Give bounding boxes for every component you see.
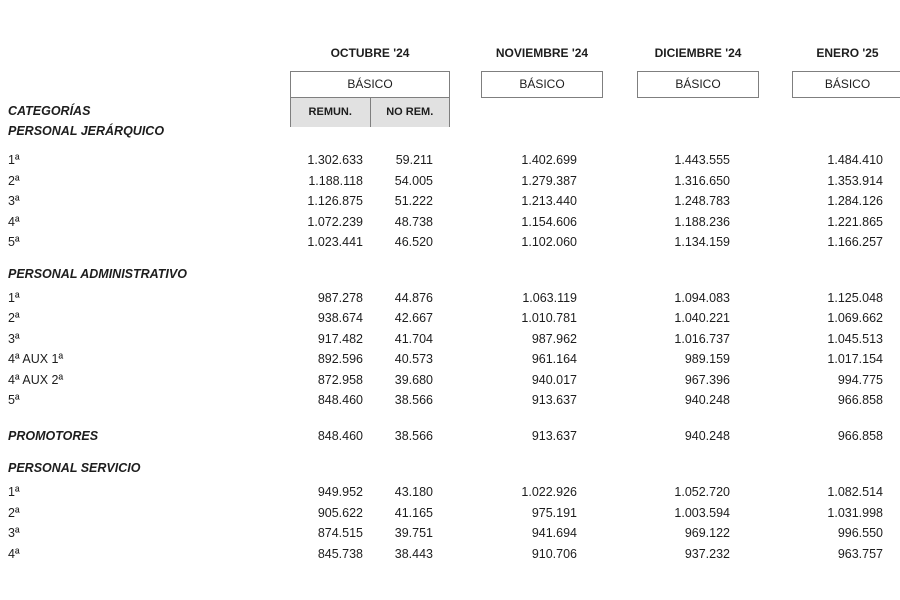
cell-noviembre-basico: 961.164 <box>531 352 577 366</box>
cell-octubre-no-rem: 41.704 <box>394 331 433 346</box>
cell-octubre-no-rem: 40.573 <box>394 352 433 366</box>
cell-octubre-no-rem: 46.520 <box>394 235 433 249</box>
cell-octubre-no-rem: 48.738 <box>394 214 433 229</box>
cell-octubre-no-rem: 39.751 <box>394 526 433 540</box>
row-label: 2ª <box>8 311 20 325</box>
cell-diciembre-basico: 1.094.083 <box>674 290 730 305</box>
cell-diciembre-basico: 1.134.159 <box>674 235 730 249</box>
cell-diciembre-basico: 937.232 <box>684 546 730 561</box>
table-section <box>0 266 900 411</box>
cell-octubre-remun: 938.674 <box>317 311 363 325</box>
categorias-label: CATEGORÍAS <box>8 104 91 118</box>
table-row <box>0 349 900 370</box>
table-row <box>0 150 900 171</box>
cell-noviembre-basico: 1.063.119 <box>522 290 577 305</box>
cell-noviembre-basico: 910.706 <box>531 546 577 561</box>
cell-noviembre-basico: 1.213.440 <box>521 194 577 208</box>
section-title-row <box>0 460 900 476</box>
table-row <box>0 232 900 253</box>
row-label: 5ª <box>8 235 20 249</box>
cell-diciembre-basico: 969.122 <box>684 526 730 540</box>
cell-octubre-no-rem: 59.211 <box>395 153 433 167</box>
cell-octubre-remun: 905.622 <box>317 505 363 520</box>
cell-octubre-no-rem: 42.667 <box>394 311 433 325</box>
cell-octubre-remun: 848.460 <box>317 393 363 407</box>
cell-enero-basico: 1.082.514 <box>827 485 883 499</box>
table-row <box>0 482 900 503</box>
cell-enero-basico: 1.045.513 <box>827 331 883 346</box>
cell-octubre-remun: 987.278 <box>317 290 363 305</box>
row-label: 1ª <box>8 153 20 167</box>
cell-diciembre-basico: 967.396 <box>684 372 730 387</box>
section-title-row <box>0 123 900 139</box>
noviembre-basico-label: BÁSICO <box>519 77 565 91</box>
diciembre-basico-label: BÁSICO <box>675 77 721 91</box>
enero-basico-box <box>792 71 900 98</box>
cell-diciembre-basico: 1.003.594 <box>674 505 730 520</box>
table-section <box>0 123 900 253</box>
table-row <box>0 503 900 524</box>
cell-noviembre-basico: 987.962 <box>531 331 577 346</box>
cell-diciembre-basico: 940.248 <box>684 393 730 407</box>
cell-octubre-no-rem: 38.566 <box>394 428 433 443</box>
cell-octubre-remun: 949.952 <box>317 485 363 499</box>
row-label: 3ª <box>8 331 20 346</box>
cell-enero-basico: 1.031.998 <box>827 505 883 520</box>
row-label: 2ª <box>8 173 20 188</box>
cell-diciembre-basico: 1.188.236 <box>674 214 730 229</box>
cell-enero-basico: 1.166.257 <box>827 235 883 249</box>
enero-basico-label: BÁSICO <box>824 77 871 91</box>
section-title: PERSONAL ADMINISTRATIVO <box>8 266 187 281</box>
cell-diciembre-basico: 989.159 <box>684 352 730 366</box>
cell-enero-basico: 1.125.048 <box>827 290 883 305</box>
table-row <box>0 523 900 544</box>
noviembre-basico-box <box>481 71 603 98</box>
cell-noviembre-basico: 1.279.387 <box>521 173 577 188</box>
cell-octubre-no-rem: 44.876 <box>394 290 433 305</box>
cell-enero-basico: 1.353.914 <box>827 173 883 188</box>
cell-octubre-remun: 845.738 <box>317 546 363 561</box>
table-row <box>0 288 900 309</box>
cell-diciembre-basico: 1.040.221 <box>674 311 730 325</box>
cell-enero-basico: 966.858 <box>837 428 883 443</box>
cell-noviembre-basico: 1.010.781 <box>521 311 577 325</box>
cell-octubre-no-rem: 38.443 <box>394 546 433 561</box>
cell-noviembre-basico: 940.017 <box>531 372 577 387</box>
section-title-row <box>0 266 900 282</box>
cell-octubre-remun: 917.482 <box>317 331 363 346</box>
cell-octubre-remun: 874.515 <box>317 526 363 540</box>
cell-enero-basico: 963.757 <box>837 546 883 561</box>
cell-enero-basico: 996.550 <box>837 526 883 540</box>
cell-diciembre-basico: 940.248 <box>684 428 730 443</box>
diciembre-basico-box <box>637 71 759 98</box>
cell-noviembre-basico: 1.102.060 <box>521 235 577 249</box>
cell-octubre-no-rem: 54.005 <box>394 173 433 188</box>
table-row <box>0 329 900 350</box>
table-row <box>0 191 900 212</box>
row-label: 1ª <box>8 485 20 499</box>
cell-enero-basico: 994.775 <box>837 372 883 387</box>
cell-noviembre-basico: 941.694 <box>531 526 577 540</box>
table-row <box>0 171 900 192</box>
column-header-diciembre: DICIEMBRE '24 <box>654 46 742 60</box>
cell-noviembre-basico: 1.154.606 <box>521 214 577 229</box>
cell-octubre-remun: 1.126.875 <box>307 194 363 208</box>
row-label: 2ª <box>8 505 20 520</box>
table-section <box>0 460 900 564</box>
cell-octubre-no-rem: 39.680 <box>394 372 433 387</box>
row-label: 3ª <box>8 526 20 540</box>
column-header-noviembre: NOVIEMBRE '24 <box>495 46 589 60</box>
octubre-basico-label: BÁSICO <box>291 72 449 98</box>
cell-enero-basico: 1.484.410 <box>827 153 883 167</box>
cell-octubre-no-rem: 51.222 <box>394 194 433 208</box>
row-label: 3ª <box>8 194 20 208</box>
table-row <box>0 544 900 565</box>
table-row <box>0 212 900 233</box>
column-header-octubre: OCTUBRE '24 <box>330 46 410 60</box>
cell-enero-basico: 1.284.126 <box>827 194 883 208</box>
cell-diciembre-basico: 1.248.783 <box>674 194 730 208</box>
cell-noviembre-basico: 913.637 <box>531 428 577 443</box>
octubre-no-rem-header: NO REM. <box>370 98 450 127</box>
cell-enero-basico: 1.221.865 <box>827 214 883 229</box>
cell-octubre-no-rem: 43.180 <box>394 485 433 499</box>
section-title: PROMOTORES <box>8 428 99 443</box>
cell-diciembre-basico: 1.016.737 <box>674 331 730 346</box>
table-row <box>0 370 900 391</box>
row-label: 4ª <box>8 546 20 561</box>
cell-noviembre-basico: 1.022.926 <box>521 485 577 499</box>
table-row <box>0 390 900 411</box>
cell-octubre-remun: 1.302.633 <box>307 153 363 167</box>
cell-noviembre-basico: 1.402.699 <box>521 153 577 167</box>
row-label: 5ª <box>8 393 20 407</box>
row-label: 4ª <box>8 214 20 229</box>
section-title: PERSONAL SERVICIO <box>8 461 141 475</box>
cell-noviembre-basico: 975.191 <box>531 505 577 520</box>
cell-diciembre-basico: 1.443.555 <box>674 153 730 167</box>
row-label: 4ª AUX 2ª <box>8 372 64 387</box>
cell-enero-basico: 1.017.154 <box>827 352 883 366</box>
cell-noviembre-basico: 913.637 <box>531 393 577 407</box>
section-title-row <box>0 426 900 447</box>
row-label: 4ª AUX 1ª <box>8 352 64 366</box>
table-body <box>0 123 900 564</box>
cell-diciembre-basico: 1.052.720 <box>674 485 730 499</box>
column-header-enero: ENERO '25 <box>816 46 879 60</box>
cell-octubre-remun: 872.958 <box>317 372 363 387</box>
cell-octubre-remun: 848.460 <box>317 428 363 443</box>
cell-octubre-remun: 1.188.118 <box>308 173 363 188</box>
table-row <box>0 308 900 329</box>
cell-enero-basico: 966.858 <box>837 393 883 407</box>
cell-octubre-remun: 892.596 <box>317 352 363 366</box>
cell-octubre-remun: 1.023.441 <box>307 235 363 249</box>
table-section <box>0 426 900 447</box>
octubre-basico-box <box>290 71 450 127</box>
octubre-remun-header: REMUN. <box>291 98 370 127</box>
cell-octubre-no-rem: 41.165 <box>394 505 433 520</box>
cell-octubre-no-rem: 38.566 <box>394 393 433 407</box>
section-title: PERSONAL JERÁRQUICO <box>8 124 165 138</box>
cell-enero-basico: 1.069.662 <box>827 311 883 325</box>
cell-octubre-remun: 1.072.239 <box>307 214 363 229</box>
cell-diciembre-basico: 1.316.650 <box>674 173 730 188</box>
row-label: 1ª <box>8 290 20 305</box>
